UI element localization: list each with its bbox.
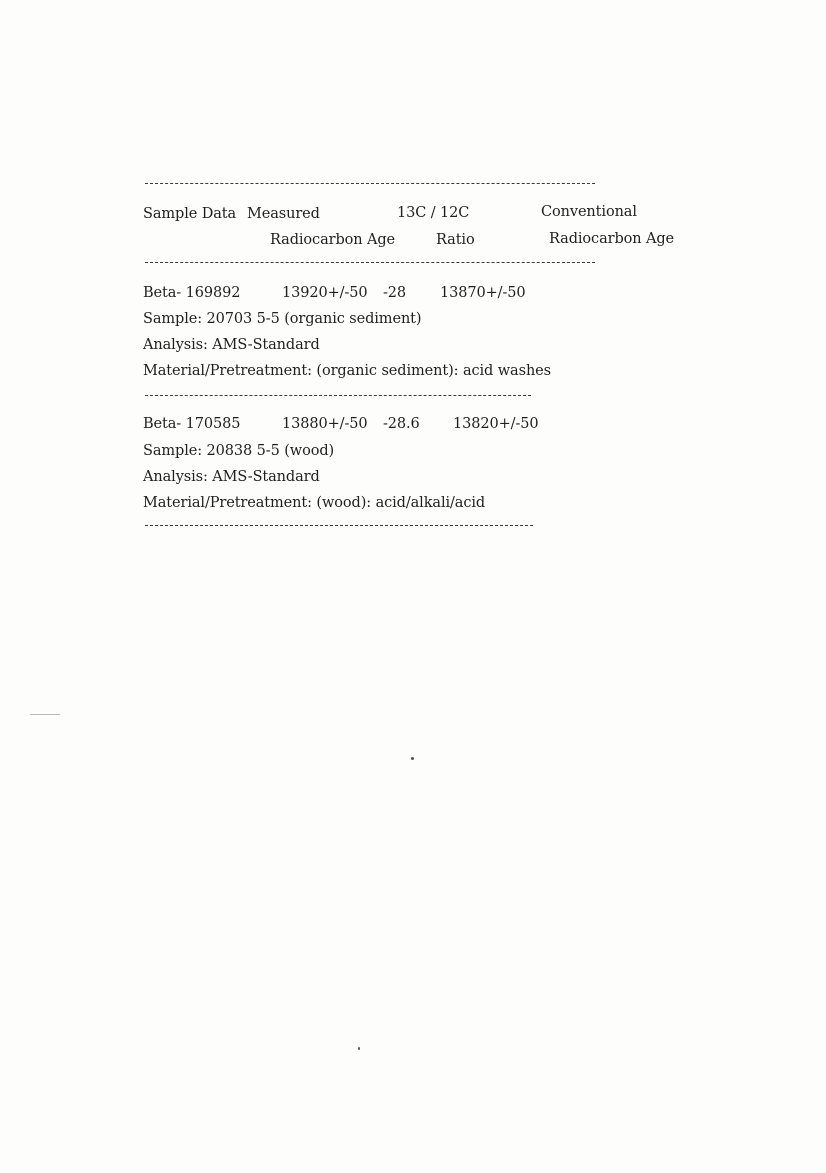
sample-1-beta-id: Beta- 169892 xyxy=(143,285,241,301)
header-ratio-line2: Ratio xyxy=(436,232,475,248)
header-measured-line2: Radiocarbon Age xyxy=(270,232,396,248)
scan-speck xyxy=(411,757,414,760)
rule-top xyxy=(145,183,595,184)
rule-separator xyxy=(145,395,531,396)
scan-speck xyxy=(30,714,60,715)
sample-2-measured-age: 13880+/-50 xyxy=(282,416,368,432)
header-ratio-line1: 13C / 12C xyxy=(397,205,470,221)
sample-1-analysis: Analysis: AMS-Standard xyxy=(143,337,320,353)
header-measured-line1: Measured xyxy=(247,206,320,222)
sample-1-sample: Sample: 20703 5-5 (organic sediment) xyxy=(143,311,422,327)
rule-bottom xyxy=(145,525,533,526)
rule-header-bottom xyxy=(145,262,595,263)
scan-speck xyxy=(358,1047,360,1050)
sample-2-conventional-age: 13820+/-50 xyxy=(453,416,539,432)
sample-2-analysis: Analysis: AMS-Standard xyxy=(143,469,320,485)
sample-2-material: Material/Pretreatment: (wood): acid/alkali/acid xyxy=(143,495,486,511)
sample-2-sample: Sample: 20838 5-5 (wood) xyxy=(143,443,335,459)
sample-1-material: Material/Pretreatment: (organic sediment): acid washes xyxy=(143,363,551,379)
sample-2-beta-id: Beta- 170585 xyxy=(143,416,241,432)
sample-2-ratio: -28.6 xyxy=(383,416,420,432)
sample-1-conventional-age: 13870+/-50 xyxy=(440,285,526,301)
header-sample-data: Sample Data xyxy=(143,206,237,222)
sample-1-ratio: -28 xyxy=(383,285,407,301)
header-conventional-line2: Radiocarbon Age xyxy=(549,231,675,247)
sample-1-measured-age: 13920+/-50 xyxy=(282,285,368,301)
header-conventional-line1: Conventional xyxy=(541,204,637,220)
